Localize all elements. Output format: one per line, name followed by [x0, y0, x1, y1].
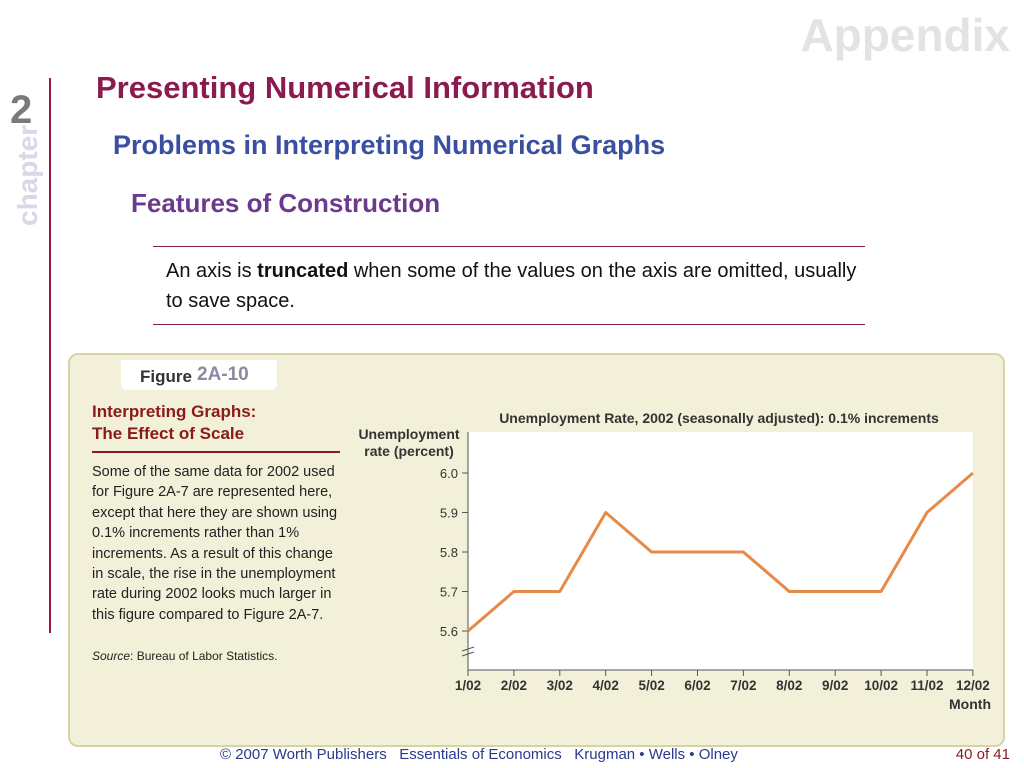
y-tick-label: 5.7	[439, 584, 458, 600]
section-heading: Features of Construction	[131, 188, 441, 218]
x-tick-label: 2/02	[500, 678, 528, 693]
figure-label-word: Figure	[140, 367, 192, 386]
y-tick-label: 5.6	[439, 624, 458, 639]
figure-source-label: Source	[92, 649, 131, 663]
callout-bottom-rule	[153, 324, 865, 325]
callout-post: when some of the values on the axis are omitted, usually to save space.	[166, 260, 857, 312]
figure-source-text: : Bureau of Labor Statistics.	[130, 649, 278, 663]
chapter-number: 2	[10, 88, 33, 132]
callout-top-rule	[153, 246, 865, 247]
page-title: Presenting Numerical Information	[96, 70, 594, 105]
x-tick-label: 1/02	[454, 678, 482, 693]
figure-side-title-line2: The Effect of Scale	[92, 424, 245, 443]
y-axis-label-line1: Unemployment	[358, 426, 460, 442]
figure-side-text: Some of the same data for 2002 used for Figure 2A-7 are represented here, except that here they are shown using 0.1% increments rather than 1% increments. As a result of this change in scale, the rise in the unemployment rate during 2002 looks much larger in this figure compared to Figure 2A-7.	[92, 464, 338, 623]
chart-title: Unemployment Rate, 2002 (seasonally adjusted): 0.1% increments	[499, 410, 939, 426]
figure-source	[92, 649, 277, 663]
figure-label-number: 2A-10	[197, 364, 249, 385]
x-tick-label: 6/02	[684, 678, 711, 693]
footer-credit: © 2007 Worth Publishers Essentials of Economics Krugman • Wells • Olney	[220, 746, 738, 763]
figure-side-rule	[92, 451, 340, 453]
page-subtitle: Problems in Interpreting Numerical Graphs	[113, 130, 666, 160]
x-tick-label: 3/02	[546, 678, 573, 693]
x-axis-label: Month	[949, 696, 991, 712]
page-number: 40 of 41	[955, 746, 1010, 763]
x-tick-label: 10/02	[864, 678, 898, 693]
x-tick-label: 4/02	[592, 678, 619, 693]
x-tick-label: 5/02	[638, 678, 665, 693]
callout-pre: An axis is	[166, 260, 258, 282]
y-tick-label: 6.0	[439, 466, 458, 481]
y-tick-label: 5.8	[439, 545, 458, 560]
y-axis-label-line2: rate (percent)	[364, 443, 454, 459]
x-tick-label: 7/02	[730, 678, 757, 693]
appendix-label: Appendix	[800, 9, 1010, 61]
y-tick-label: 5.9	[439, 505, 458, 521]
x-tick-label: 12/02	[956, 678, 990, 693]
chapter-divider	[49, 78, 51, 633]
callout-text	[166, 256, 866, 316]
chapter-word: chapter	[12, 124, 43, 226]
x-tick-label: 9/02	[822, 678, 849, 693]
figure-side-title	[92, 401, 332, 445]
callout-term: truncated	[257, 260, 349, 282]
figure-side-title-line1: Interpreting Graphs:	[92, 402, 257, 421]
x-tick-label: 8/02	[776, 678, 803, 693]
x-tick-label: 11/02	[910, 678, 944, 693]
